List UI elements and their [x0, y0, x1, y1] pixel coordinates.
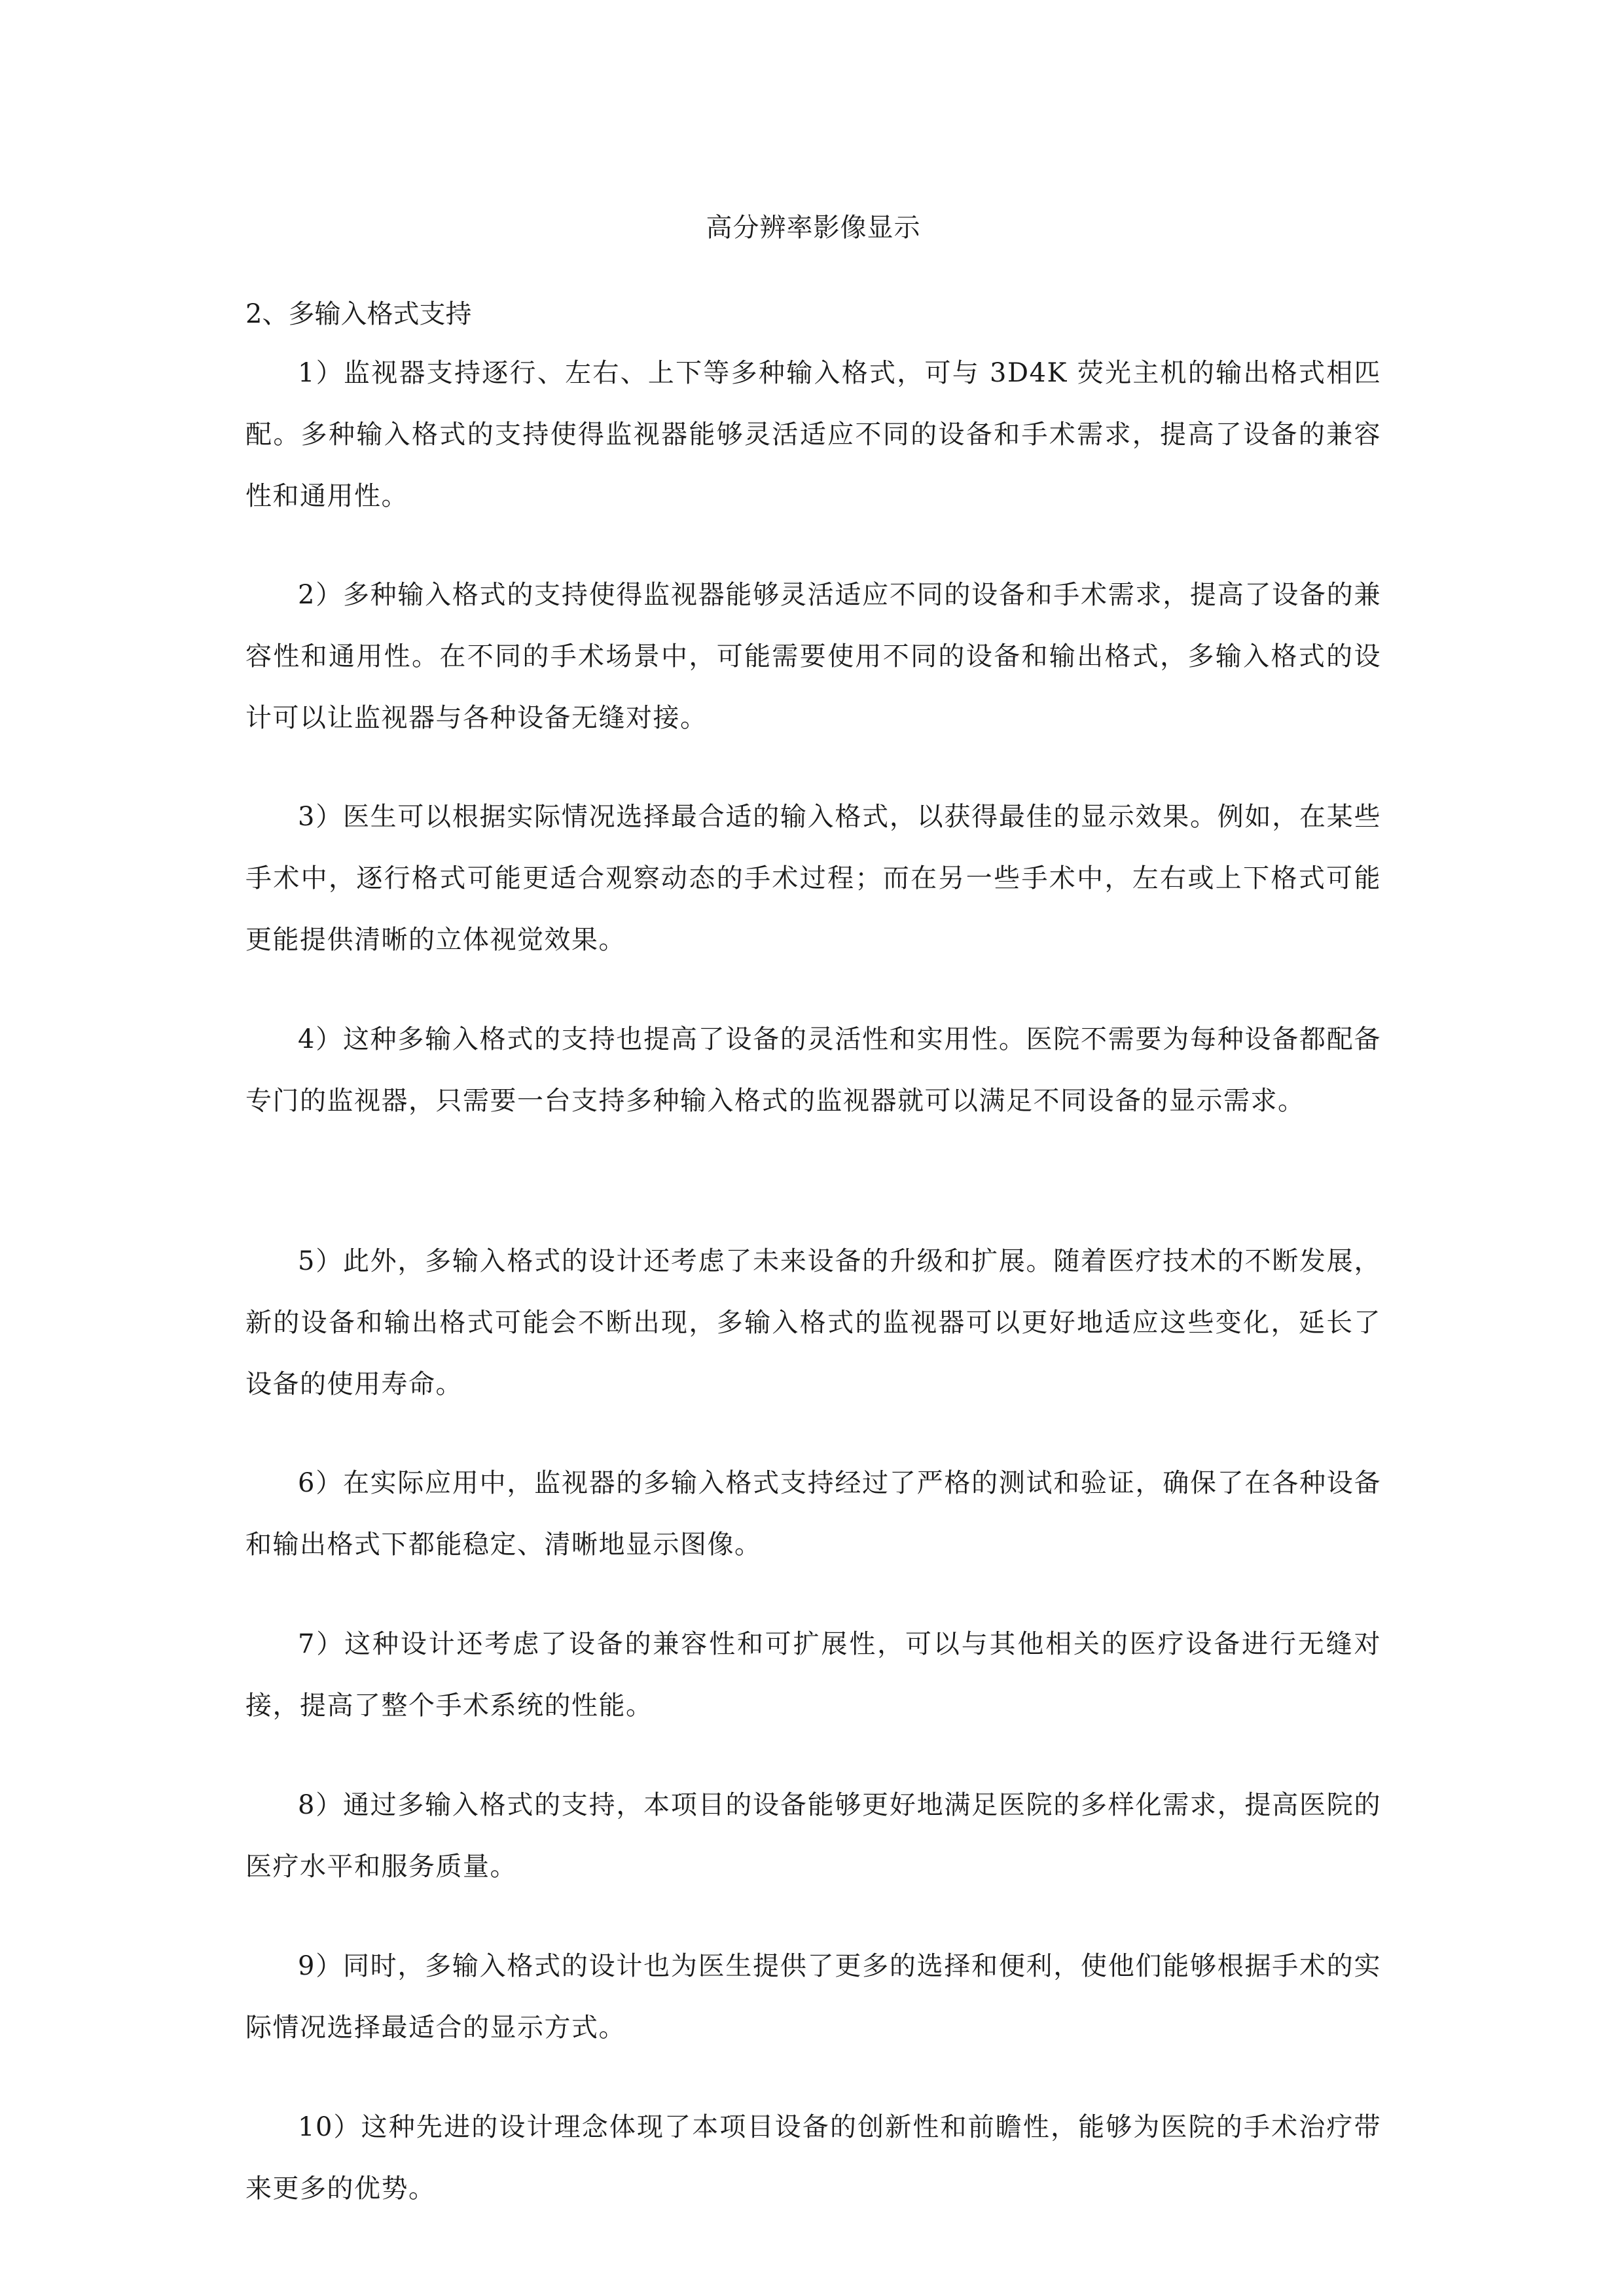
section-heading: 2、多输入格式支持 [245, 299, 472, 329]
paragraph-9: 9）同时，多输入格式的设计也为医生提供了更多的选择和便利，使他们能够根据手术的实际情况选择最适合的显示方式。 [245, 1951, 1381, 2043]
paragraph-3: 3）医生可以根据实际情况选择最合适的输入格式，以获得最佳的显示效果。例如，在某些手术中，逐行格式可能更适合观察动态的手术过程；而在另一些手术中，左右或上下格式可能更能提供清晰的立体视觉效果。 [245, 802, 1381, 955]
paragraph-10: 10）这种先进的设计理念体现了本项目设备的创新性和前瞻性，能够为医院的手术治疗带来更多的优势。 [245, 2112, 1381, 2204]
document-title: 高分辨率影像显示 [706, 213, 921, 243]
document-page [245, 0, 1381, 2296]
paragraph-8: 8）通过多输入格式的支持，本项目的设备能够更好地满足医院的多样化需求，提高医院的医疗水平和服务质量。 [245, 1790, 1381, 1882]
paragraph-4: 4）这种多输入格式的支持也提高了设备的灵活性和实用性。医院不需要为每种设备都配备专门的监视器，只需要一台支持多种输入格式的监视器就可以满足不同设备的显示需求。 [245, 1024, 1381, 1116]
paragraph-5: 5）此外，多输入格式的设计还考虑了未来设备的升级和扩展。随着医疗技术的不断发展，新的设备和输出格式可能会不断出现，多输入格式的监视器可以更好地适应这些变化，延长了设备的使用寿命。 [245, 1246, 1381, 1399]
paragraph-7: 7）这种设计还考虑了设备的兼容性和可扩展性，可以与其他相关的医疗设备进行无缝对接，提高了整个手术系统的性能。 [245, 1629, 1381, 1721]
paragraph-1: 1）监视器支持逐行、左右、上下等多种输入格式，可与 3D4K 荧光主机的输出格式相匹配。多种输入格式的支持使得监视器能够灵活适应不同的设备和手术需求，提高了设备的兼容性和通用性。 [245, 358, 1381, 511]
paragraph-2: 2）多种输入格式的支持使得监视器能够灵活适应不同的设备和手术需求，提高了设备的兼容性和通用性。在不同的手术场景中，可能需要使用不同的设备和输出格式，多输入格式的设计可以让监视器与各种设备无缝对接。 [245, 580, 1381, 733]
paragraph-6: 6）在实际应用中，监视器的多输入格式支持经过了严格的测试和验证，确保了在各种设备和输出格式下都能稳定、清晰地显示图像。 [245, 1468, 1381, 1560]
